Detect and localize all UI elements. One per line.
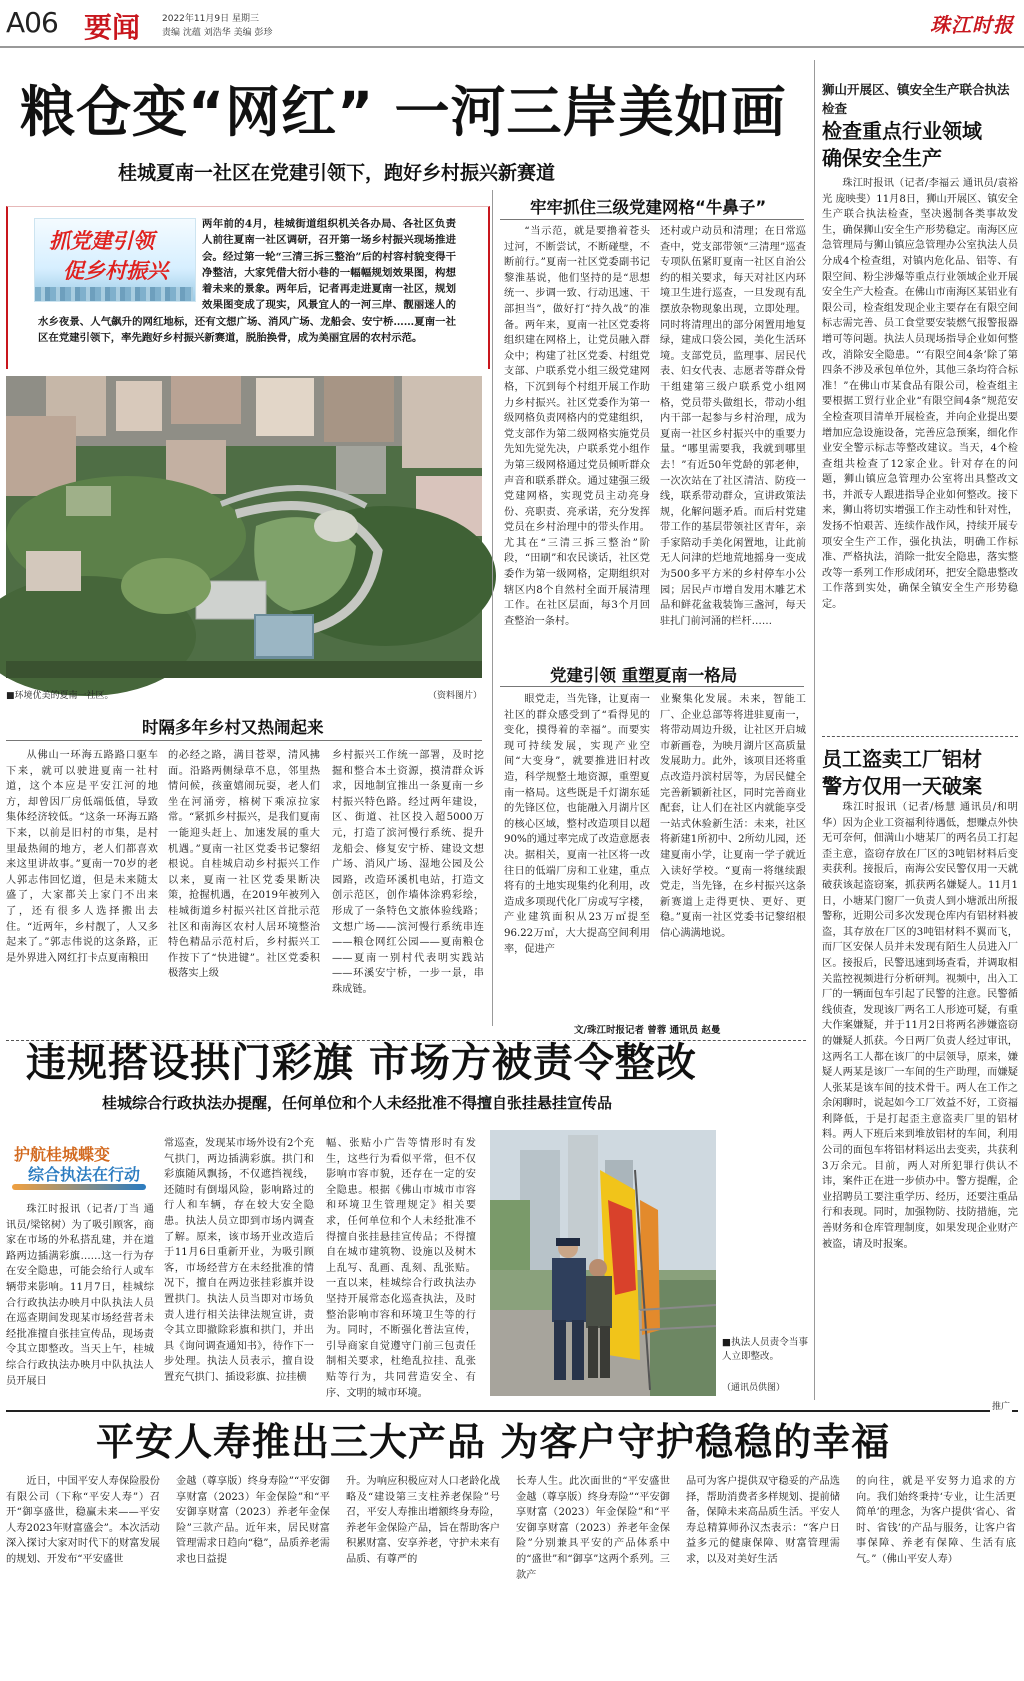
logo-text-line2: 促乡村振兴 — [63, 258, 168, 283]
enforcement-photo — [490, 1130, 716, 1396]
second-headline: 违规搭设拱门彩旗 市场方被责令整改 — [26, 1040, 697, 1086]
ad-col3: 升。为响应积极应对人口老龄化战略及“建设第三支柱养老保险”号召，平安人寿推出增额终身寿险，养老年金保险产品，旨在帮助客户积累财富、安享养老，守护未来有品质、有尊严的 — [346, 1476, 500, 1565]
ad-tag: 推广 — [990, 1399, 1012, 1412]
second-col3: 幅、张贴小广告等情形时有发生，这些行为看似平常，但不仅影响市容市貌，还存在一定的安全隐患。根据《佛山市城市市容和环境卫生管理规定》相关要求，任何单位和个人未经批准不得擅自张挂悬挂宣传品；不得擅自在城市建筑物、设施以及树木上乱写、乱画、乱刻、乱张贴。一直以来，桂城综合行政执法办坚持开展常态化巡查执法，及时整治影响市容和环境卫生等的行为。同时，不断强化普法宣传，引导商家自觉遵守门前三包责任制相关要求，杜绝乱拉挂、乱张贴等行为，共同营造安全、有序、文明的城市环境。 — [326, 1138, 476, 1399]
lead-photo-credit: （资料图片） — [428, 691, 483, 701]
enforcement-photo-caption — [722, 1336, 808, 1376]
sidebar-story1-headline: 检查重点行业领域 确保安全生产 — [822, 119, 982, 170]
logo-text-line1: 抓党建引领 — [49, 228, 154, 253]
ad-col4: 长寿人生。此次面世的“平安盛世金越（尊享版）终身寿险”“平安御享财富（2023）年金保险”和“平安御享财富（2023）养老年金保险”分别兼具平安的产品体系中的“盛世”和“御享”这两个系列。三款产 — [516, 1476, 670, 1581]
section1-col1: “当示范，就是要撸着苍头过河，不断尝试，不断碰壁，不断前行。”夏南一社区党委副书记黎淮基说，他们坚持的是“思想统一、步调一致、行动迅速、干部担当”，做好打“持久战”的准备。两年来，夏南一社区党委将组织建在网格上，让党员融入群众中；构建了社区党委、村组党支部、户联系党小组三级党建网格，下沉到每个村组开展工作助力乡村振兴。社区党委作为第一级网格负责网格内的党建组织，党支部作为第二级网格实施党员先知先觉先决，户联系党小组作为第三级网格通过党员倾听群众声音和联系群众。通过建强三级党建网格，实现党员主动亮身份、亮职责、亮承诺，充分发挥党员在乡村治理中的带头作用。尤其在“三清三拆三整治”阶段，“田刷”和农民谈话，社区党委作为第一级网格，定期组织对辖区内8个自然村全面开展清理工作。在社区层面，每3个月回查整治一条村。 — [504, 226, 650, 627]
section2-heading: 党建引领 重塑夏南一格局 — [550, 666, 738, 685]
masthead-rule — [0, 46, 1024, 48]
sidebar-divider — [814, 60, 815, 1400]
page-code: A06 — [6, 6, 58, 39]
enforcement-logo-swoosh — [12, 1184, 146, 1190]
lead-photo — [6, 376, 482, 678]
ad-col2: 金越（尊享版）终身寿险”“平安御享财富（2023）年金保险”和“平安御享财富（2023）养老年金保险”三款产品。近年来，居民财富管理需求日趋向“稳”，品质养老需求也日益提 — [176, 1476, 330, 1565]
second-col1: 珠江时报讯（记者/丁当 通讯员/梁铭树）为了吸引顾客，商家在市场的外私搭乱建，并在道路两边插满彩旗……这一行为存在安全隐患，可能会给行人或车辆带来影响。11月7日，桂城综合行政执法办映月中队执法人员在巡查期间发现某市场经营者未经批准擅自张挂宣传品，现场责令其立即整改。当天上午，桂城综合行政执法办映月中队执法人员开展日 — [6, 1204, 154, 1387]
enforcement-photo-credit: （通讯员供图） — [722, 1383, 786, 1393]
section3-col1: 从佛山一环海五路路口驱车下来，就可以驶进夏南一社村道，这个本应是平安江河的地方，却曾因厂房低端低值，导致集体经济较低。“这条一环海五路下来，以前是旧村的市集，是村里最热闹的地方，老人们都喜欢来这里讲故事。”夏南一70岁的老人郭志伟回忆道，但是未来随太盛了，大家都关上家门不出来了，还有很多人选择搬出去住。“近两年，乡村靓了，人又多起来了。”郭志伟说的这条路，正是外界进入网红打卡点夏南粮田 — [6, 750, 158, 964]
section3-col2: 的必经之路，满目苍翠，清风拂面。沿路两侧绿草不息，邻里热情问候，孩童嬉闹玩耍，老人们坐在河涌旁，榕树下乘凉拉家常。“紧抓乡村振兴，是我们夏南一能迎头赶上、加速发展的重大机遇。”夏南一社区党委书记黎绍根说。自桂城启动乡村振兴工作以来，夏南一社区党委果断决策，抢握机遇，在2019年被列入桂城街道乡村振兴社区首批示范社区和南海区农村人居环境整治特色精品示范村后，乡村振兴工作按下了“快进键”。社区党委积极落实上级 — [168, 750, 320, 980]
lead-column-divider — [492, 190, 493, 1026]
section3-heading: 时隔多年乡村又热闹起来 — [142, 718, 324, 737]
lead-photo-caption: ■环境优美的夏南一社区。 — [6, 691, 114, 701]
section1-col2: 还村或户动员和清理；在日常巡查中，党支部带领“三清理”巡查专项队伍紧盯夏南一社区自治公约的相关要求，每天对社区内环境卫生进行巡查，一旦发现有乱摆放杂物现象出现，立即处理。同时将清理出的部分闲置用地复绿，建成口袋公园，美化生活环境。支部党员，监理事、居民代表、妇女代表、志愿者等群众骨干组建第三级户联系党小组网格，党员带头做组长，带动小组内干部一起参与乡村治理，成为夏南一社区乡村振兴中的重要力量。“哪里需要我，我就到哪里去！”有近50年党龄的郭老伸，一次次站在了社区清洁、防疫一线，联系带动群众，宣讲政策法规，化解问题矛盾。而后村党建带工作的基层带领社区青年，亲手家陪动手美化闲置地，让此前无人问津的烂地荒地摇身一变成为500多平方米的乡村停车小公园；居民卢市增自发用木雕艺术品和鲜花盆栽装饰三盏河，每天驻扎门前河涌的栏杆…… — [660, 226, 806, 627]
sidebar-separator — [822, 736, 1018, 737]
enforcement-logo-line2: 综合执法在行动 — [28, 1165, 141, 1184]
lead-byline: 文/珠江时报记者 曾蓉 通讯员 赵曼 — [574, 1025, 721, 1036]
second-subheadline: 桂城综合行政执法办提醒，任何单位和个人未经批准不得擅自张挂悬挂宣传品 — [102, 1094, 613, 1112]
ad-col6: 的向往，就是平安努力追求的方向。我们始终秉持‘专业，让生活更简单’的理念，为客户提供‘省心、省时、省钱’的产品与服务，让客户省事保障、养老有保障、生活有底气。”（佛山平安人寿） — [856, 1476, 1016, 1565]
enforcement-column-logo — [6, 1140, 152, 1196]
section-name: 要闻 — [84, 11, 141, 44]
section2-col2: 业聚集化发展。未来，智能工厂、企业总部等将进驻夏南一，将带动周边升级，让社区开启城市新画卷，为映月湖片区高质量发展助力。此外，该项目还将重点改造丹滨村居等，为居民健全完善新颖新社区，同时完善商业配套，让人们在社区内就能享受一站式休验新生活：未来，社区将新建1所初中、2所幼儿园，还建夏南小学，让夏南一学子就近入读好学校。“夏南一将继续跟党走，当先锋，在乡村振兴这条新赛道上走得更快、更好、更稳。”夏南一社区党委书记黎绍根信心满满地说。 — [660, 694, 806, 939]
sidebar-story2-body: 珠江时报讯（记者/杨慧 通讯员/和明华）因为企业工资福利待遇低，想赚点外快无可奈何，佃满山小塘某厂的两名员工打起歪主意，盗窃存放在厂区的3吨铝材料后变卖获利。接报后，南海公安民警仅用一天就破获该起盗窃案，抓获两名嫌疑人。11月1日，小塘某门窗厂一负责人到小塘派出所报警称，近期公司多次发现仓库内有铝材料被盗，其存放在厂区的3吨铝材料不翼而飞，而厂区安保人员并未发现有陌生人员进入厂区。接报后，民警迅速到场查看，并调取相关监控视频进行分析研判。视频中，出入工厂的一辆面包车引起了民警的注意。民警循线侦查，发现该厂两名工人形迹可疑，有重大作案嫌疑，并于11月2日将两名涉嫌盗窃的嫌疑人抓获。今日两厂负责人经过审讯，这两名工人都在该厂的中层领导，原来，嫌疑人两某是该厂一车间的生产助理，而嫌疑人张某是该车间的技术骨干。两人在工作之余闲聊时，说起如今工厂效益不好，工资福利降低，于是打起歪主意盗卖厂里的铝材料。两人下班后来到堆放铝材的车间，利用公司的面包车将铝材料运出去变卖，共获利3万余元。目前，两人对所犯罪行供认不讳，案件正在进一步侦办中。警方提醒，企业招聘员工要注重学历、经历，还要注重品行和表现。同时，加强物防、技防措施，完善财务和仓库管理制度，如果发现企业财产被盗，请及时报案。 — [822, 802, 1018, 1250]
section3-heading-rule — [6, 740, 482, 741]
sidebar-story2-headline: 员工盗卖工厂铝材 警方仅用一天破案 — [822, 747, 982, 798]
ad-col5: 品可为客户提供双守稳妥的产品选择，帮助消费者多样规划、提前储备，保障未来高品质生活。平安人寿总精算师孙汉杰表示：“客户日益多元的健康保障、财富管理需求，以及对美好生活 — [686, 1476, 840, 1565]
newspaper-logo: 珠江时报 — [930, 13, 1014, 37]
lead-photo-image — [6, 376, 482, 678]
lead-headline: 粮仓变“网红” 一河三岸美如画 — [20, 80, 787, 144]
lead-intro — [38, 216, 456, 364]
issue-date: 2022年11月9日 星期三 — [162, 14, 259, 24]
enforcement-photo-image — [490, 1130, 716, 1396]
sidebar-story1-body: 珠江时报讯（记者/李福云 通讯员/袁裕光 庞映斐）11月8日，狮山开展区、镇安全生产联合执法检查，坚决遏制各类事故发生，确保狮山安全生产形势稳定。南海区应急管理局与狮山镇应急管理办公室执法人员分成4个检查组，对镇内危化品、铝等、有限空间、粉尘涉爆等重点行业领域企业开展安全生产大检查。在佛山市南海区某铝业有限公司，检查组发现企业主要存在有限空间标志需完善、员工食堂要安装燃气报警报器增可等问题。执法人员现场指导企业如何整改，消除安全隐患。“‘有限空间4条’除了第四条不涉及承包单位外，其他三条均符合标准！”在佛山市某食品有限公司，检查组主要根据工贸行业企业“有限空间4条”规范安全检查项目清单开展检查，并向企业提出要增加应急设施设备，完善应急预案，细化作业安全警示标志等整改建议。当天，4个检查组共检查了12家企业。针对存在的问题，狮山镇应急管理办公室将出具整改文书，并派专人跟进指导企业如何整改。接下来，狮山将切实增强工作主动性和针对性，发扬不怕艰苦、连续作战作风，持续开展专项安全生产工作，强化执法，明确工作标准、严格执法，消除一批安全隐患，落实整改等一系列工作形成闭环，把安全隐患整改工作落到实处，确保全镇安全生产形势稳定。 — [822, 178, 1018, 611]
editors-credit: 责编 沈蕴 刘浩华 美编 彭珍 — [162, 28, 273, 38]
ad-col1: 近日，中国平安人寿保险股份有限公司（下称“平安人寿”）召开“御享盛世，稳赢未来——平安人寿2023年财富盛会”。本次活动深入探讨大家对时代下的财富发展的规划、开发布“平安盛世 — [6, 1476, 160, 1565]
section2-heading-rule — [500, 686, 804, 687]
lead-subheadline: 桂城夏南一社区在党建引领下，跑好乡村振兴新赛道 — [118, 162, 556, 184]
sidebar-story1-kicker: 狮山开展区、镇安全生产联合执法检查 — [822, 82, 1010, 116]
lead-intro-text: 两年前的4月，桂城街道组织机关各办局、各社区负责人前往夏南一社区调研，召开第一场乡村振兴现场推进会。经过第一轮“三清三拆三整治”后的村容村貌变得干净整洁，大家凭借大衍小巷的一幅幅规划效果图，构想着未来的景象。两年后，记者再走进夏南一社区，规划效果图变成了现实，风景宜人的一河三岸、靓丽迷人的水乡夜景、人气飙升的网红地标，还有文想广场、消风广场、龙船会、安宁桥……夏南一社区在党建引领下，率先跑好乡村振兴新赛道，脱胎换骨，成为美丽宜居的农村示范。 — [38, 218, 456, 345]
section1-heading: 牢牢抓住三级党建网格“牛鼻子” — [530, 198, 767, 217]
section1-heading-rule — [500, 219, 804, 220]
ad-headline: 平安人寿推出三大产品 为客户守护稳稳的幸福 — [96, 1420, 891, 1464]
enforcement-logo-line1: 护航桂城蝶变 — [14, 1145, 111, 1164]
enforcement-caption-text: ■执法人员责令当事人立即整改。 — [722, 1337, 808, 1362]
section2-col1: 眼党走，当先锋，让夏南一社区的群众感受到了“看得见的变化，摸得着的幸福”。而要实现可持续发展，实现产业空间“大变身”，就要推进旧村改造，科学规整土地资源，重塑夏南一格局。这些既是千灯湖东延的先锋区位，也能融入月湖片区的核心区域，整村改造项目以超90%的通过率完成了改造意愿表决。据相关，夏南一社区将一改往日的低端厂房和工业建，重点将有的土地实现集约化利用，改造成多项现代化厂房或写字楼，产业建筑面积从23万㎡提至96.22万㎡，大大提高空间利用率，促进产 — [504, 694, 650, 955]
section3-col3: 乡村振兴工作统一部署，及时挖掘和整合本土资源，摸清群众诉求，因地制宜推出一条夏南一乡村振兴特色路。经过两年建设，区、街道、社区投入超5000万元，打造了滨河慢行系统、提升龙船会、修复安宁桥、建设文想广场、消风广场、湿地公园及公园路，改造环溪机电站，打造文创示范区，创作墙体涂鸦彩绘，形成了一条特色文旅体验线路；文想广场——滨河慢行系统串连——粮仓网红公园——夏南粮仓——夏南一别村代表明实践站——环溪安宁桥，一步一景，串珠成链。 — [332, 750, 484, 995]
second-col2: 常巡查，发现某市场外设有2个充气拱门，两边插满彩旗。拱门和彩旗随风飘扬，不仅遮挡视线，还随时有倒塌风险，影响路过的行人和车辆，存在较大安全隐患。执法人员立即到市场内调查了解。原来，该市场开业改造后于11月6日重新开业，为吸引顾客，市场经营方在未经批准的情况下，擅自在两边张挂彩旗并设置拱门。执法人员当即对市场负责人进行相关法律法规宣讲，责令其立即撤除彩旗和拱门，并出具《询问调查通知书》，待作下一步处理。执法人员表示，擅自设置充气拱门、插设彩旗、拉挂横 — [164, 1138, 314, 1383]
ad-top-rule — [6, 1410, 1018, 1412]
